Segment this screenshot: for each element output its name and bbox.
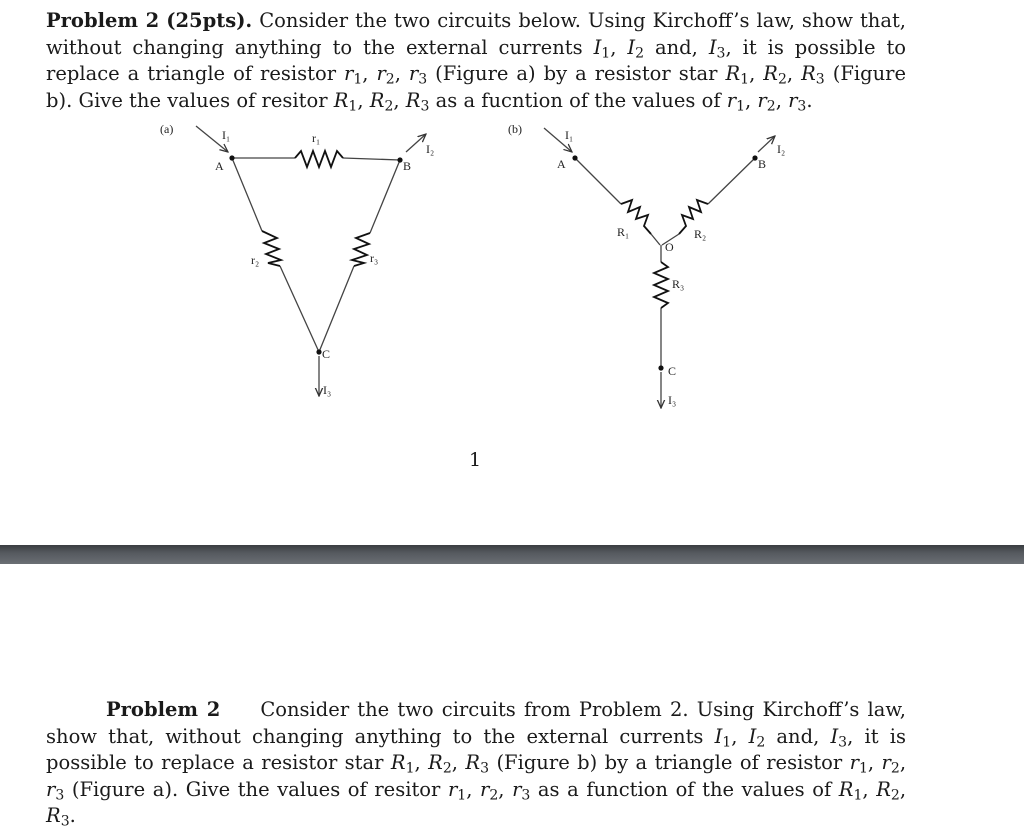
current-i3-label: I₃ [323, 383, 332, 397]
resistor-r2-label: r₂ [251, 253, 260, 267]
node-a-label: A [557, 157, 566, 171]
resistor-r1-label: r₁ [312, 131, 321, 145]
left-wire [232, 158, 319, 352]
node-c-dot [316, 349, 321, 354]
node-b-dot [752, 155, 757, 160]
intro-text: Consider the two circuits from Problem 2. Using Kirchoff’s law, show that, without changing anything to the external currents [46, 698, 906, 748]
node-b-label: B [758, 157, 767, 171]
node-c-dot [658, 365, 663, 370]
node-a-dot [229, 155, 234, 160]
current-i1-label: I₁ [222, 128, 231, 142]
right-wire [319, 160, 400, 352]
figure-a-label: (a) [160, 122, 174, 136]
problem-label: Problem 2 [106, 698, 221, 721]
resistor-r3 [654, 262, 668, 308]
node-c-label: C [322, 347, 331, 361]
intro-text: Consider the two circuits below. Using Kirchoff’s law, show that, without changing anything to the external currents [46, 9, 906, 59]
node-c-label: C [668, 364, 677, 378]
resistor-r3-label: R₃ [672, 277, 685, 291]
figure-b-star-circuit [508, 122, 785, 408]
node-a-dot [572, 155, 577, 160]
page-break-divider [0, 545, 1024, 564]
figure-a-triangle-circuit [160, 122, 434, 397]
resistor-r3 [352, 233, 370, 266]
problem-2-statement-page-2: Problem 2 Consider the two circuits from Problem 2. Using Kirchoff’s law, show that, without changing anything to the external currents $I_1$, $I_2$ and, $I_3$, it is possible to replace a resistor star $R_1$, $R_2$, $R_3$ (Figure b) by a triangle of resistor $r_1$, $r_2$, $r_3$ (Figure a). Give the values of resitor $r_1$, $r_2$, $r_3$ as a function of the values of $R_1$, $R_2$, $R_3$. [46, 698, 907, 830]
resistor-r1-label: R₁ [617, 225, 630, 239]
figure-b-label: (b) [508, 122, 522, 136]
problem-2-statement-page-1: Problem 2 (25pts). Consider the two circuits below. Using Kirchoff’s law, show that, without changing anything to the external currents $I_1$, $I_2$ and, $I_3$, it is possible to replace a triangle of resistor $r_1$, $r_2$, $r_3$ (Figure a) by a resistor star $R_1$, $R_2$, $R_3$ (Figure b). Give the values of resitor $R_1$, $R_2$, $R_3$ as a fucntion of the values of $r_1$, $r_2$, $r_3$. [46, 9, 907, 114]
current-i3-label: I₃ [668, 393, 677, 407]
node-b-dot [397, 157, 402, 162]
resistor-r3-label: r₃ [370, 251, 379, 265]
current-i2-label: I₂ [777, 142, 786, 156]
node-b-label: B [403, 159, 412, 173]
current-i2-arrow [758, 136, 775, 152]
resistor-r2 [262, 231, 281, 266]
current-i2-label: I₂ [426, 142, 435, 156]
wire-b-o [662, 158, 755, 245]
current-i2-arrow [406, 134, 426, 152]
node-a-label: A [215, 159, 224, 173]
node-o-label: O [665, 240, 674, 254]
resistor-r1 [295, 151, 343, 167]
current-i1-label: I₁ [565, 128, 574, 142]
problem-label: Problem 2 [46, 9, 160, 32]
page-number: 1 [469, 449, 482, 471]
points-label: (25pts). [166, 9, 253, 32]
resistor-r2-label: R₂ [694, 227, 707, 241]
